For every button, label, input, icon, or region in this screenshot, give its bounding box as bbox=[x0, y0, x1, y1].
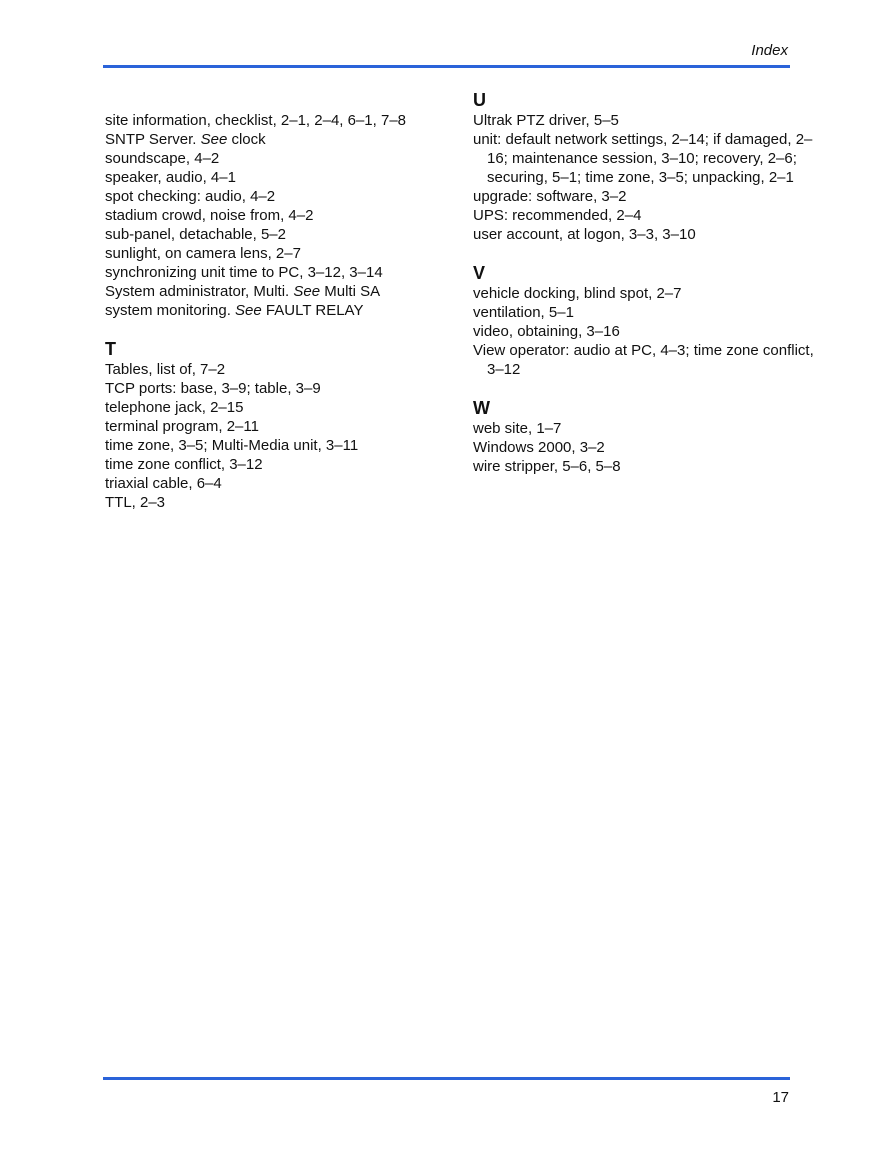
entry-text: unit: default network settings, 2–14; if damaged, 2–16; maintenance session, 3–10; recovery, 2–6; securing, 5–1; time zone, 3–5; unpacking, 2–1 bbox=[473, 131, 813, 186]
entry-text: spot checking: audio, 4–2 bbox=[105, 188, 276, 205]
index-section bbox=[105, 339, 450, 512]
index-entry bbox=[105, 244, 450, 263]
entry-text: system monitoring. bbox=[105, 302, 236, 319]
index-entry bbox=[473, 130, 818, 187]
entry-text: site information, checklist, 2–1, 2–4, 6–1, 7–8 bbox=[105, 112, 407, 129]
entry-text: Ultrak PTZ driver, 5–5 bbox=[473, 112, 619, 129]
page-number: 17 bbox=[772, 1089, 789, 1106]
entry-text: stadium crowd, noise from, 4–2 bbox=[105, 207, 314, 224]
entry-text: TTL, 2–3 bbox=[105, 494, 166, 511]
index-column-right bbox=[473, 90, 818, 495]
entry-text: telephone jack, 2–15 bbox=[105, 399, 244, 416]
index-entry bbox=[105, 379, 450, 398]
entry-text: vehicle docking, blind spot, 2–7 bbox=[473, 285, 682, 302]
entry-text: SNTP Server. bbox=[105, 131, 201, 148]
index-entry bbox=[105, 206, 450, 225]
index-entry bbox=[105, 417, 450, 436]
entry-text: speaker, audio, 4–1 bbox=[105, 169, 236, 186]
index-entry bbox=[105, 168, 450, 187]
index-entry bbox=[105, 282, 450, 301]
index-entry bbox=[105, 474, 450, 493]
index-entry bbox=[473, 419, 818, 438]
index-entry bbox=[473, 341, 818, 379]
see-reference: See bbox=[200, 131, 228, 148]
index-section bbox=[473, 263, 818, 379]
entry-text: UPS: recommended, 2–4 bbox=[473, 207, 642, 224]
see-target: Multi SA bbox=[320, 283, 381, 300]
header-rule bbox=[103, 65, 790, 68]
entry-text: user account, at logon, 3–3, 3–10 bbox=[473, 226, 696, 243]
entry-text: sunlight, on camera lens, 2–7 bbox=[105, 245, 301, 262]
entry-text: terminal program, 2–11 bbox=[105, 418, 259, 435]
index-entry bbox=[473, 284, 818, 303]
index-entry bbox=[473, 111, 818, 130]
page-header-title: Index bbox=[751, 42, 788, 59]
index-entry bbox=[473, 303, 818, 322]
entry-text: time zone conflict, 3–12 bbox=[105, 456, 263, 473]
index-column-left bbox=[105, 90, 450, 531]
index-entry bbox=[473, 438, 818, 457]
index-entry bbox=[105, 130, 450, 149]
entry-text: View operator: audio at PC, 4–3; time zone conflict, 3–12 bbox=[473, 342, 814, 378]
entry-text: synchronizing unit time to PC, 3–12, 3–14 bbox=[105, 264, 383, 281]
entry-text: System administrator, Multi. bbox=[105, 283, 294, 300]
entry-text: sub-panel, detachable, 5–2 bbox=[105, 226, 286, 243]
footer-rule bbox=[103, 1077, 790, 1080]
index-entry bbox=[105, 263, 450, 282]
index-entry bbox=[105, 360, 450, 379]
index-entry bbox=[105, 187, 450, 206]
index-entry bbox=[105, 436, 450, 455]
entry-text: TCP ports: base, 3–9; table, 3–9 bbox=[105, 380, 321, 397]
index-section bbox=[473, 398, 818, 476]
index-entry bbox=[473, 457, 818, 476]
entry-text: video, obtaining, 3–16 bbox=[473, 323, 620, 340]
see-target: FAULT RELAY bbox=[261, 302, 364, 319]
index-entry bbox=[105, 301, 450, 320]
entry-text: soundscape, 4–2 bbox=[105, 150, 220, 167]
entry-text: web site, 1–7 bbox=[473, 420, 562, 437]
section-letter: T bbox=[105, 339, 116, 359]
index-section bbox=[473, 90, 818, 244]
entry-text: upgrade: software, 3–2 bbox=[473, 188, 627, 205]
entry-text: Windows 2000, 3–2 bbox=[473, 439, 605, 456]
index-entry bbox=[473, 225, 818, 244]
index-entry bbox=[105, 398, 450, 417]
index-entry bbox=[105, 111, 450, 130]
entry-text: wire stripper, 5–6, 5–8 bbox=[473, 458, 621, 475]
index-entry bbox=[105, 493, 450, 512]
see-reference: See bbox=[293, 283, 321, 300]
section-spacer bbox=[105, 90, 450, 111]
see-target: clock bbox=[227, 131, 266, 148]
entry-text: triaxial cable, 6–4 bbox=[105, 475, 222, 492]
index-entry bbox=[105, 455, 450, 474]
index-entry bbox=[473, 187, 818, 206]
index-entry bbox=[473, 322, 818, 341]
section-letter: U bbox=[473, 90, 486, 110]
entry-text: Tables, list of, 7–2 bbox=[105, 361, 226, 378]
entry-text: time zone, 3–5; Multi-Media unit, 3–11 bbox=[105, 437, 359, 454]
index-section bbox=[105, 90, 450, 320]
section-letter: W bbox=[473, 398, 490, 418]
index-entry bbox=[105, 149, 450, 168]
see-reference: See bbox=[235, 302, 262, 319]
entry-text: ventilation, 5–1 bbox=[473, 304, 574, 321]
index-entry bbox=[473, 206, 818, 225]
section-letter: V bbox=[473, 263, 486, 283]
index-entry bbox=[105, 225, 450, 244]
